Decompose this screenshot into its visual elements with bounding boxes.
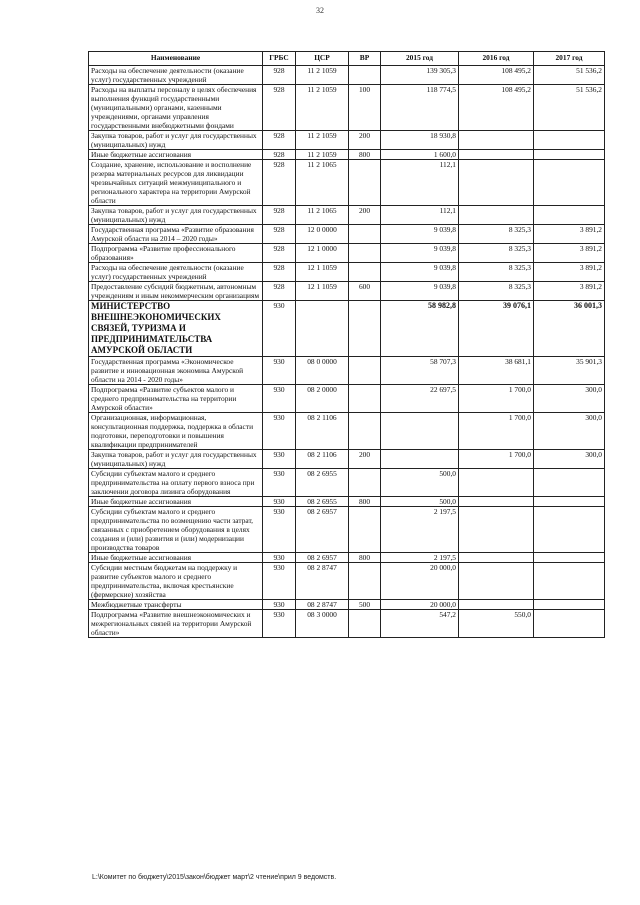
cell-name: Иные бюджетные ассигнования (89, 150, 263, 160)
table-row (89, 160, 605, 206)
cell-name: Государственная программа «Развитие образования Амурской области на 2014 – 2020 годы» (89, 225, 263, 244)
cell-2015: 2 197,5 (381, 507, 459, 553)
cell-grbs: 928 (263, 244, 296, 263)
col-header-2017: 2017 год (534, 52, 605, 66)
cell-2017 (534, 610, 605, 638)
cell-2016 (459, 206, 534, 225)
cell-grbs: 930 (263, 553, 296, 563)
cell-2016 (459, 150, 534, 160)
cell-2015: 22 697,5 (381, 385, 459, 413)
cell-vr (349, 244, 381, 263)
table-row (89, 610, 605, 638)
cell-2017 (534, 131, 605, 150)
cell-2017: 3 891,2 (534, 225, 605, 244)
col-header-vr: ВР (349, 52, 381, 66)
cell-grbs: 930 (263, 301, 296, 357)
cell-2016 (459, 507, 534, 553)
cell-2017: 3 891,2 (534, 263, 605, 282)
cell-2017 (534, 553, 605, 563)
cell-vr (349, 225, 381, 244)
cell-csr: 08 2 1106 (296, 450, 349, 469)
cell-csr: 11 2 1065 (296, 160, 349, 206)
cell-csr: 12 0 0000 (296, 225, 349, 244)
cell-2017 (534, 507, 605, 553)
cell-grbs: 930 (263, 357, 296, 385)
cell-2016: 8 325,3 (459, 244, 534, 263)
table-row (89, 357, 605, 385)
budget-table (88, 51, 605, 638)
cell-csr: 08 2 6957 (296, 553, 349, 563)
cell-2015: 547,2 (381, 610, 459, 638)
cell-2017 (534, 150, 605, 160)
cell-name: Субсидии субъектам малого и среднего предпринимательства на оплату первого взноса при заключении договора лизинга оборудования (89, 469, 263, 497)
cell-name: Предоставление субсидий бюджетным, автономным учреждениям и иным некоммерческим организациям (89, 282, 263, 301)
cell-2016: 8 325,3 (459, 225, 534, 244)
cell-csr: 08 2 6955 (296, 469, 349, 497)
cell-grbs: 930 (263, 563, 296, 600)
cell-2017: 35 901,3 (534, 357, 605, 385)
table-row (89, 563, 605, 600)
cell-grbs: 928 (263, 66, 296, 85)
cell-vr (349, 301, 381, 357)
cell-name: Иные бюджетные ассигнования (89, 497, 263, 507)
cell-grbs: 928 (263, 225, 296, 244)
cell-2017 (534, 469, 605, 497)
table-row (89, 600, 605, 610)
table-row (89, 413, 605, 450)
cell-grbs: 930 (263, 450, 296, 469)
cell-csr: 08 2 0000 (296, 385, 349, 413)
cell-grbs: 930 (263, 600, 296, 610)
cell-2015: 58 707,3 (381, 357, 459, 385)
cell-2016: 39 076,1 (459, 301, 534, 357)
cell-vr: 100 (349, 85, 381, 131)
cell-csr: 08 0 0000 (296, 357, 349, 385)
cell-vr (349, 507, 381, 553)
table-row (89, 282, 605, 301)
cell-csr: 11 2 1059 (296, 131, 349, 150)
cell-name: Иные бюджетные ассигнования (89, 553, 263, 563)
cell-2015: 18 930,8 (381, 131, 459, 150)
cell-2016: 550,0 (459, 610, 534, 638)
cell-vr (349, 610, 381, 638)
cell-name: МИНИСТЕРСТВО ВНЕШНЕЭКОНОМИЧЕСКИХ СВЯЗЕЙ, ТУРИЗМА И ПРЕДПРИНИМАТЕЛЬСТВА АМУРСКОЙ ОБЛАСТИ (89, 301, 263, 357)
cell-name: Закупка товаров, работ и услуг для государственных (муниципальных) нужд (89, 450, 263, 469)
table-row (89, 301, 605, 357)
table-row (89, 497, 605, 507)
table-row (89, 225, 605, 244)
cell-2015: 139 305,3 (381, 66, 459, 85)
cell-2015: 1 600,0 (381, 150, 459, 160)
cell-csr: 11 2 1059 (296, 150, 349, 160)
footer-file-path: L:\Комитет по бюджету\2015\закон\бюджет март\2 чтение\прил 9 ведомств. (92, 874, 337, 881)
table-row (89, 507, 605, 553)
cell-2015 (381, 413, 459, 450)
table-row (89, 263, 605, 282)
cell-2016 (459, 160, 534, 206)
cell-2017: 300,0 (534, 385, 605, 413)
cell-2017 (534, 600, 605, 610)
cell-2015: 500,0 (381, 497, 459, 507)
cell-vr (349, 385, 381, 413)
cell-2016: 108 495,2 (459, 66, 534, 85)
cell-vr: 200 (349, 206, 381, 225)
table-row (89, 131, 605, 150)
table-row (89, 206, 605, 225)
cell-csr: 12 1 1059 (296, 282, 349, 301)
cell-vr (349, 66, 381, 85)
table-row (89, 85, 605, 131)
cell-vr (349, 563, 381, 600)
col-header-name: Наименование (89, 52, 263, 66)
cell-grbs: 930 (263, 413, 296, 450)
cell-name: Подпрограмма «Развитие субъектов малого и среднего предпринимательства на территории Амурской области» (89, 385, 263, 413)
cell-csr: 12 1 0000 (296, 244, 349, 263)
cell-2016: 1 700,0 (459, 385, 534, 413)
cell-2017: 3 891,2 (534, 244, 605, 263)
cell-2015: 58 982,8 (381, 301, 459, 357)
cell-grbs: 930 (263, 507, 296, 553)
col-header-csr: ЦСР (296, 52, 349, 66)
cell-2015: 9 039,8 (381, 244, 459, 263)
cell-2017: 300,0 (534, 413, 605, 450)
cell-2017 (534, 206, 605, 225)
cell-2015: 118 774,5 (381, 85, 459, 131)
cell-name: Расходы на обеспечение деятельности (оказание услуг) государственных учреждений (89, 263, 263, 282)
cell-name: Субсидии местным бюджетам на поддержку и развитие субъектов малого и среднего предпринимательства, включая крестьянские (фермерские) хозяйства (89, 563, 263, 600)
cell-vr: 200 (349, 131, 381, 150)
cell-2016 (459, 131, 534, 150)
cell-2015: 9 039,8 (381, 282, 459, 301)
cell-grbs: 930 (263, 385, 296, 413)
cell-name: Субсидии субъектам малого и среднего предпринимательства по возмещению части затрат, связанных с приобретением оборудования в целях создания и (или) развития и (или) модернизации производства товаров (89, 507, 263, 553)
cell-2017 (534, 563, 605, 600)
cell-2016 (459, 469, 534, 497)
cell-2017: 51 536,2 (534, 66, 605, 85)
cell-csr: 08 2 8747 (296, 563, 349, 600)
cell-vr: 200 (349, 450, 381, 469)
cell-2016 (459, 563, 534, 600)
cell-vr: 800 (349, 150, 381, 160)
page-number: 32 (316, 6, 324, 15)
cell-2015: 112,1 (381, 206, 459, 225)
cell-name: Подпрограмма «Развитие профессионального образования» (89, 244, 263, 263)
cell-csr: 08 2 6957 (296, 507, 349, 553)
cell-csr: 11 2 1065 (296, 206, 349, 225)
cell-vr (349, 160, 381, 206)
cell-2015: 500,0 (381, 469, 459, 497)
cell-2016: 108 495,2 (459, 85, 534, 131)
cell-grbs: 930 (263, 610, 296, 638)
table-row (89, 150, 605, 160)
table-row (89, 385, 605, 413)
cell-csr: 11 2 1059 (296, 85, 349, 131)
cell-name: Создание, хранение, использование и восполнение резерва материальных ресурсов для ликвидации чрезвычайных ситуаций межмуниципального и регионального характера на территории Амурской области (89, 160, 263, 206)
col-header-grbs: ГРБС (263, 52, 296, 66)
cell-2015: 9 039,8 (381, 263, 459, 282)
cell-2016: 1 700,0 (459, 450, 534, 469)
cell-name: Закупка товаров, работ и услуг для государственных (муниципальных) нужд (89, 131, 263, 150)
cell-2015: 2 197,5 (381, 553, 459, 563)
cell-vr: 500 (349, 600, 381, 610)
cell-name: Государственная программа «Экономическое развитие и инновационная экономика Амурской области на 2014 - 2020 годы» (89, 357, 263, 385)
cell-2016: 8 325,3 (459, 263, 534, 282)
table-row (89, 450, 605, 469)
cell-2017: 300,0 (534, 450, 605, 469)
cell-name: Расходы на выплаты персоналу в целях обеспечения выполнения функций государственными (муниципальными) органами, казенными учреждениями, органами управления государственными внебюджетными фондами (89, 85, 263, 131)
cell-vr: 800 (349, 497, 381, 507)
cell-2015: 20 000,0 (381, 563, 459, 600)
cell-2015: 9 039,8 (381, 225, 459, 244)
cell-2016 (459, 497, 534, 507)
col-header-2015: 2015 год (381, 52, 459, 66)
cell-2017 (534, 497, 605, 507)
cell-vr: 600 (349, 282, 381, 301)
cell-2015 (381, 450, 459, 469)
table-row (89, 553, 605, 563)
cell-grbs: 928 (263, 160, 296, 206)
cell-name: Закупка товаров, работ и услуг для государственных (муниципальных) нужд (89, 206, 263, 225)
cell-grbs: 928 (263, 150, 296, 160)
cell-2016 (459, 600, 534, 610)
cell-2016: 38 681,1 (459, 357, 534, 385)
cell-2016 (459, 553, 534, 563)
cell-grbs: 928 (263, 282, 296, 301)
cell-2017: 3 891,2 (534, 282, 605, 301)
cell-2017: 36 001,3 (534, 301, 605, 357)
cell-2016: 8 325,3 (459, 282, 534, 301)
cell-grbs: 928 (263, 85, 296, 131)
cell-grbs: 928 (263, 206, 296, 225)
cell-csr: 08 3 0000 (296, 610, 349, 638)
cell-grbs: 930 (263, 469, 296, 497)
cell-name: Расходы на обеспечение деятельности (оказание услуг) государственных учреждений (89, 66, 263, 85)
col-header-2016: 2016 год (459, 52, 534, 66)
cell-csr: 08 2 8747 (296, 600, 349, 610)
table-header-row (89, 52, 605, 66)
cell-csr: 08 2 6955 (296, 497, 349, 507)
cell-grbs: 928 (263, 131, 296, 150)
cell-2015: 20 000,0 (381, 600, 459, 610)
cell-vr (349, 413, 381, 450)
cell-name: Межбюджетные трансферты (89, 600, 263, 610)
cell-vr (349, 263, 381, 282)
table-body (89, 66, 605, 638)
cell-vr (349, 357, 381, 385)
cell-csr: 11 2 1059 (296, 66, 349, 85)
cell-vr (349, 469, 381, 497)
cell-csr (296, 301, 349, 357)
cell-vr: 800 (349, 553, 381, 563)
cell-csr: 08 2 1106 (296, 413, 349, 450)
cell-name: Организационная, информационная, консультационная поддержка, поддержка в области подготовки, переподготовки и повышения квалификации предпринимателей (89, 413, 263, 450)
table-row (89, 469, 605, 497)
cell-name: Подпрограмма «Развитие внешнеэкономических и межрегиональных связей на территории Амурской области» (89, 610, 263, 638)
cell-csr: 12 1 1059 (296, 263, 349, 282)
cell-grbs: 928 (263, 263, 296, 282)
cell-2015: 112,1 (381, 160, 459, 206)
table-row (89, 244, 605, 263)
cell-2016: 1 700,0 (459, 413, 534, 450)
cell-2017 (534, 160, 605, 206)
table-row (89, 66, 605, 85)
cell-2017: 51 536,2 (534, 85, 605, 131)
cell-grbs: 930 (263, 497, 296, 507)
